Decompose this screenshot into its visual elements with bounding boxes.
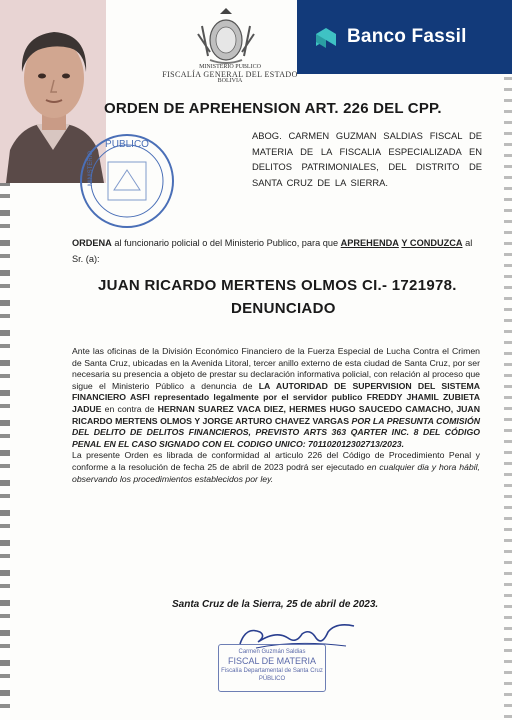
sig-line4: PÚBLICO bbox=[258, 676, 286, 682]
sig-line1: Carmen Guzmán Saldias bbox=[238, 649, 306, 655]
order-clause bbox=[72, 236, 478, 267]
bank-name: Banco Fassil bbox=[347, 26, 467, 47]
official-stamp bbox=[78, 132, 176, 230]
ministry-line3: BOLIVIA bbox=[217, 78, 243, 84]
accused-status: DENUNCIADO bbox=[231, 300, 336, 317]
body-p1-e: POR LA PRESUNTA COMISIÓN DEL DELITO DE DELITOS FINANCIEROS, PREVISTO ARTS 363 QARTER INC. 8 DEL CÓDIGO PENAL EN EL CASO SIGNADO CON EL CODIGO UNICO: 701102012302713/2023. bbox=[72, 415, 480, 449]
scan-edge-left bbox=[0, 180, 10, 720]
body-p1-b: LA AUTORIDAD DE SUPERVISION DEL SISTEMA FINANCIERO ASFI representado legalmente por el servidor publico FREDDY JHAMIL ZUBIETA JADUE bbox=[72, 380, 481, 414]
body-p2-a: La presente Orden es librada de conformidad al articulo 226 del Código de Procedimiento Penal y conforme a la resolución de fecha 25 de abril de 2023 podrá ser ejecutado bbox=[72, 450, 480, 472]
ordena-tail: al Sr. (a): bbox=[72, 238, 473, 264]
ordena-word: ORDENA bbox=[72, 238, 112, 248]
bank-header bbox=[297, 0, 512, 74]
ministry-line2: FISCALÍA GENERAL DEL ESTADO bbox=[162, 70, 298, 79]
body-p1-a: Ante las oficinas de la División Económico Financiero de la Fuerza Especial de Lucha Contra el Crimen de Santa Cruz, ubicadas en la Avenida Litoral, tercer anillo externo de esta ciudad de Santa Cruz, por ser necesaria su presencia a objeto de prestar su declaración informativa policial, con relación al proceso que sigue el Ministerio Público a denuncia de bbox=[72, 346, 480, 391]
document-title: ORDEN DE APREHENSION ART. 226 DEL CPP. bbox=[104, 100, 442, 117]
scan-edge-right bbox=[504, 0, 512, 720]
ministry-line1: MINISTERIO PUBLICO bbox=[199, 64, 261, 70]
sig-line2: FISCAL DE MATERIA bbox=[227, 656, 316, 666]
bank-logo-icon bbox=[313, 24, 339, 50]
sig-line3: Fiscalía Departamental de Santa Cruz bbox=[221, 668, 323, 674]
body-p2-b: en cualquier dia y hora hábil, observando los procedimientos establecidos por ley. bbox=[72, 461, 480, 484]
issuing-authority: ABOG. CARMEN GUZMAN SALDIAS FISCAL DE MATERIA DE LA FISCALIA ESPECIALIZADA EN DELITOS PATRIMONIALES, DEL DISTRITO DE SANTA CRUZ DE LA SIERRA. bbox=[252, 130, 482, 188]
place-date: Santa Cruz de la Sierra, 25 de abril de 2023. bbox=[172, 599, 379, 610]
body-p1-d: HERNAN SUAREZ VACA DIEZ, HERMES HUGO SAUCEDO CAMACHO, JUAN RICARDO MERTENS OLMOS Y JORGE ARTURO CHAVEZ VARGAS bbox=[72, 403, 480, 426]
signature-stamp bbox=[218, 644, 326, 692]
ordena-action2: Y CONDUZCA bbox=[401, 238, 463, 248]
coat-of-arms-icon bbox=[188, 6, 264, 66]
ordena-action1: APREHENDA bbox=[340, 238, 399, 248]
order-body bbox=[72, 346, 480, 485]
ordena-text: al funcionario policial o del Ministerio Publico, para que bbox=[114, 238, 339, 248]
body-p1-c: en contra de bbox=[104, 403, 155, 414]
ministry-heading bbox=[150, 64, 310, 85]
stamp-inner-text: MINISTERIO bbox=[88, 150, 94, 186]
accused-name: JUAN RICARDO MERTENS OLMOS CI.- 1721978. bbox=[98, 277, 457, 294]
stamp-outer-text: PUBLICO bbox=[105, 139, 149, 150]
